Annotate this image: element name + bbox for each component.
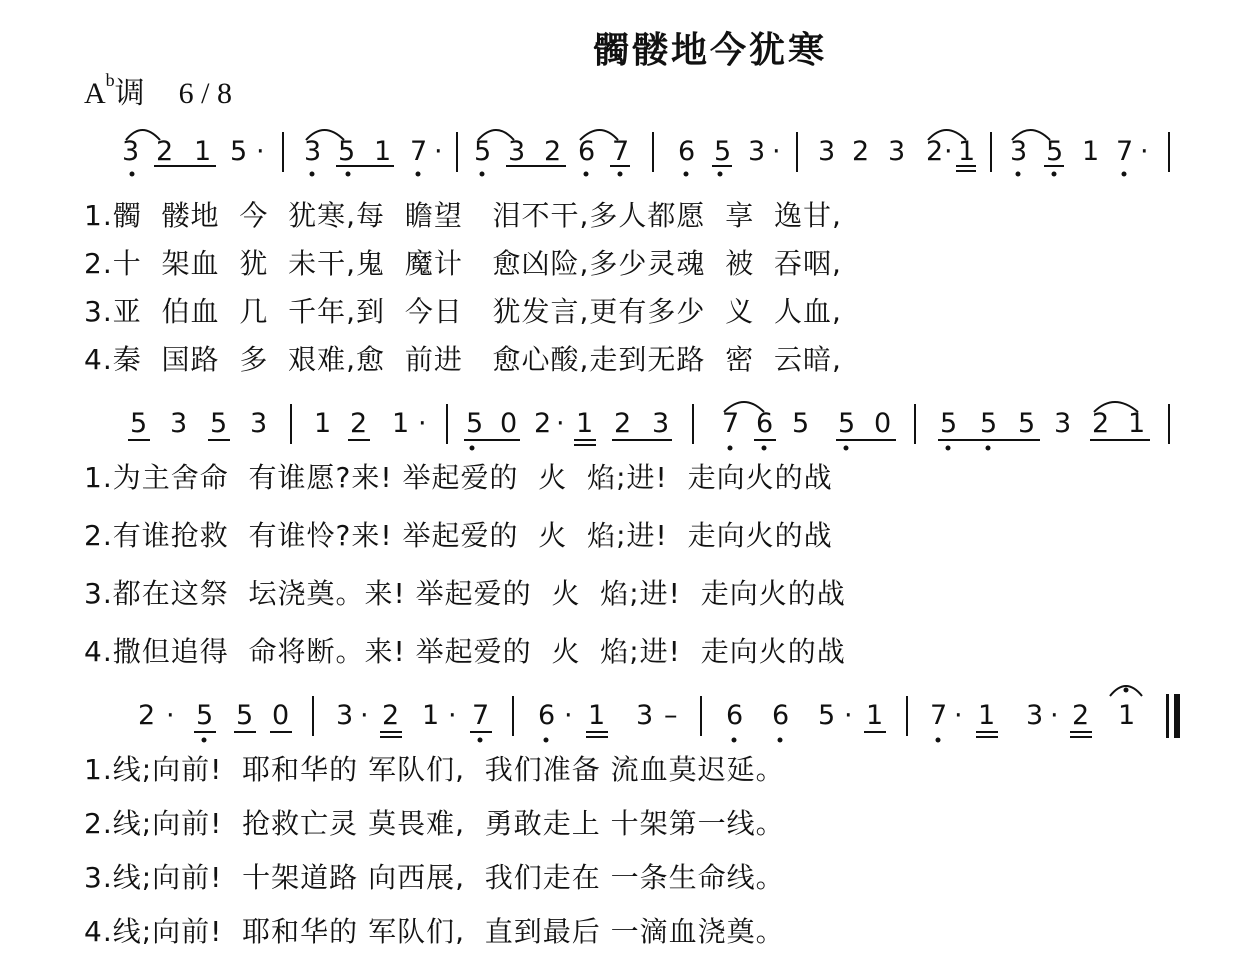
note: 7 xyxy=(472,700,490,731)
note: 1 xyxy=(1128,408,1146,439)
note: 5 xyxy=(714,136,732,167)
note: 3 xyxy=(818,136,836,167)
key-note: A xyxy=(84,77,106,110)
octave-dot xyxy=(778,738,783,743)
note: 2 xyxy=(1092,408,1110,439)
octave-dot xyxy=(470,446,475,451)
barline xyxy=(906,696,908,736)
note: 2 xyxy=(926,136,944,167)
note: 6 xyxy=(678,136,696,167)
barline xyxy=(290,404,292,444)
note: 3 xyxy=(304,136,322,167)
note: 2 xyxy=(156,136,174,167)
note: 5 xyxy=(130,408,148,439)
dash: – xyxy=(664,700,678,731)
lyric-verse-2: 2.十 架血 犹 未干,鬼 魔计 愈凶险,多少灵魂 被 吞咽, xyxy=(84,247,842,280)
dot: · xyxy=(256,136,265,167)
note: 5 xyxy=(980,408,998,439)
note: 5 xyxy=(940,408,958,439)
dot: · xyxy=(844,700,853,731)
note: 3 xyxy=(508,136,526,167)
octave-dot xyxy=(732,738,737,743)
barline xyxy=(282,132,284,172)
note: 3 xyxy=(122,136,140,167)
note: 7 xyxy=(722,408,740,439)
note: 7 xyxy=(930,700,948,731)
note: 3 xyxy=(1054,408,1072,439)
note: 1 xyxy=(588,700,606,731)
note: 2 xyxy=(382,700,400,731)
barline xyxy=(692,404,694,444)
note: 5 xyxy=(1018,408,1036,439)
note: 5 xyxy=(838,408,856,439)
barline xyxy=(512,696,514,736)
final-barline-thin xyxy=(1166,694,1169,738)
lyric-verse-1: 1.线;向前! 耶和华的 军队们, 我们准备 流血莫迟延。 xyxy=(84,753,785,786)
octave-dot xyxy=(544,738,549,743)
lyric-verse-3: 3.线;向前! 十架道路 向西展, 我们走在 一条生命线。 xyxy=(84,861,785,894)
note: 1 xyxy=(1082,136,1100,167)
note: 3 xyxy=(748,136,766,167)
note: 7 xyxy=(1116,136,1134,167)
lyric-verse-4: 4.撒但追得 命将断。来! 举起爱的 火 焰;进! 走向火的战 xyxy=(84,635,846,668)
note: 2 xyxy=(614,408,632,439)
note: 5 xyxy=(818,700,836,731)
note: 6 xyxy=(538,700,556,731)
lyric-verse-4: 4.线;向前! 耶和华的 军队们, 直到最后 一滴血浇奠。 xyxy=(84,915,785,948)
barline xyxy=(990,132,992,172)
dot: · xyxy=(360,700,369,731)
lyric-verse-2: 2.线;向前! 抢救亡灵 莫畏难, 勇敢走上 十架第一线。 xyxy=(84,807,785,840)
note: 1 xyxy=(422,700,440,731)
dot: · xyxy=(944,136,953,167)
barline xyxy=(652,132,654,172)
dot: · xyxy=(954,700,963,731)
note: 5 xyxy=(210,408,228,439)
note: 2 xyxy=(544,136,562,167)
note: 2 xyxy=(1072,700,1090,731)
dot: · xyxy=(418,408,427,439)
note: 0 xyxy=(272,700,290,731)
note: 3 xyxy=(652,408,670,439)
octave-dot xyxy=(936,738,941,743)
key-word: 调 xyxy=(114,77,145,110)
fermata-dot xyxy=(1124,688,1129,693)
lyric-verse-1: 1.髑 髅地 今 犹寒,每 瞻望 泪不干,多人都愿 享 逸甘, xyxy=(84,199,842,232)
note: 1 xyxy=(978,700,996,731)
note: 3 xyxy=(636,700,654,731)
note: 2 xyxy=(350,408,368,439)
note: 5 xyxy=(196,700,214,731)
note: 1 xyxy=(1118,700,1136,731)
dot: · xyxy=(448,700,457,731)
note: 0 xyxy=(500,408,518,439)
octave-dot xyxy=(478,738,483,743)
note: 5 xyxy=(466,408,484,439)
lyric-verse-4: 4.秦 国路 多 艰难,愈 前进 愈心酸,走到无路 密 云暗, xyxy=(84,343,842,376)
dot: · xyxy=(772,136,781,167)
note: 0 xyxy=(874,408,892,439)
note: 6 xyxy=(772,700,790,731)
dot: · xyxy=(564,700,573,731)
lyric-verse-3: 3.都在这祭 坛浇奠。来! 举起爱的 火 焰;进! 走向火的战 xyxy=(84,577,846,610)
note: 1 xyxy=(392,408,410,439)
octave-dot xyxy=(844,446,849,451)
dot: · xyxy=(556,408,565,439)
octave-dot xyxy=(762,446,767,451)
dot: · xyxy=(1050,700,1059,731)
octave-dot xyxy=(728,446,733,451)
note: 1 xyxy=(194,136,212,167)
time-signature: 6 / 8 xyxy=(178,77,233,110)
note: 5 xyxy=(792,408,810,439)
note: 1 xyxy=(958,136,976,167)
lyric-verse-1: 1.为主舍命 有谁愿?来! 举起爱的 火 焰;进! 走向火的战 xyxy=(84,461,833,494)
note: 1 xyxy=(314,408,332,439)
note: 3 xyxy=(1010,136,1028,167)
dot: · xyxy=(1140,136,1149,167)
octave-dot xyxy=(946,446,951,451)
note: 3 xyxy=(336,700,354,731)
notation-line-1 xyxy=(0,130,1238,174)
note: 5 xyxy=(230,136,248,167)
note: 3 xyxy=(1026,700,1044,731)
barline xyxy=(914,404,916,444)
note: 5 xyxy=(474,136,492,167)
notation-line-2 xyxy=(0,402,1238,446)
note: 1 xyxy=(866,700,884,731)
note: 5 xyxy=(236,700,254,731)
note: 6 xyxy=(756,408,774,439)
barline xyxy=(1168,404,1170,444)
note: 2 xyxy=(852,136,870,167)
note: 5 xyxy=(338,136,356,167)
note: 6 xyxy=(726,700,744,731)
note: 5 xyxy=(1046,136,1064,167)
note: 3 xyxy=(888,136,906,167)
final-barline-thick xyxy=(1174,694,1180,738)
barline xyxy=(312,696,314,736)
lyric-verse-2: 2.有谁抢救 有谁怜?来! 举起爱的 火 焰;进! 走向火的战 xyxy=(84,519,833,552)
note: 2 xyxy=(138,700,156,731)
key-signature xyxy=(84,68,232,112)
note: 1 xyxy=(576,408,594,439)
notation-line-3 xyxy=(0,694,1238,738)
dot: · xyxy=(166,700,175,731)
lyric-verse-3: 3.亚 伯血 几 千年,到 今日 犹发言,更有多少 义 人血, xyxy=(84,295,842,328)
barline xyxy=(700,696,702,736)
note: 3 xyxy=(170,408,188,439)
note: 7 xyxy=(612,136,630,167)
barline xyxy=(446,404,448,444)
note: 2 xyxy=(534,408,552,439)
octave-dot xyxy=(986,446,991,451)
barline xyxy=(456,132,458,172)
song-title: 髑髅地今犹寒 xyxy=(592,30,827,71)
note: 1 xyxy=(374,136,392,167)
barline xyxy=(1168,132,1170,172)
note: 6 xyxy=(578,136,596,167)
note: 3 xyxy=(250,408,268,439)
dot: · xyxy=(434,136,443,167)
octave-dot xyxy=(202,738,207,743)
flat-accidental: b xyxy=(105,70,115,90)
note: 7 xyxy=(410,136,428,167)
barline xyxy=(796,132,798,172)
